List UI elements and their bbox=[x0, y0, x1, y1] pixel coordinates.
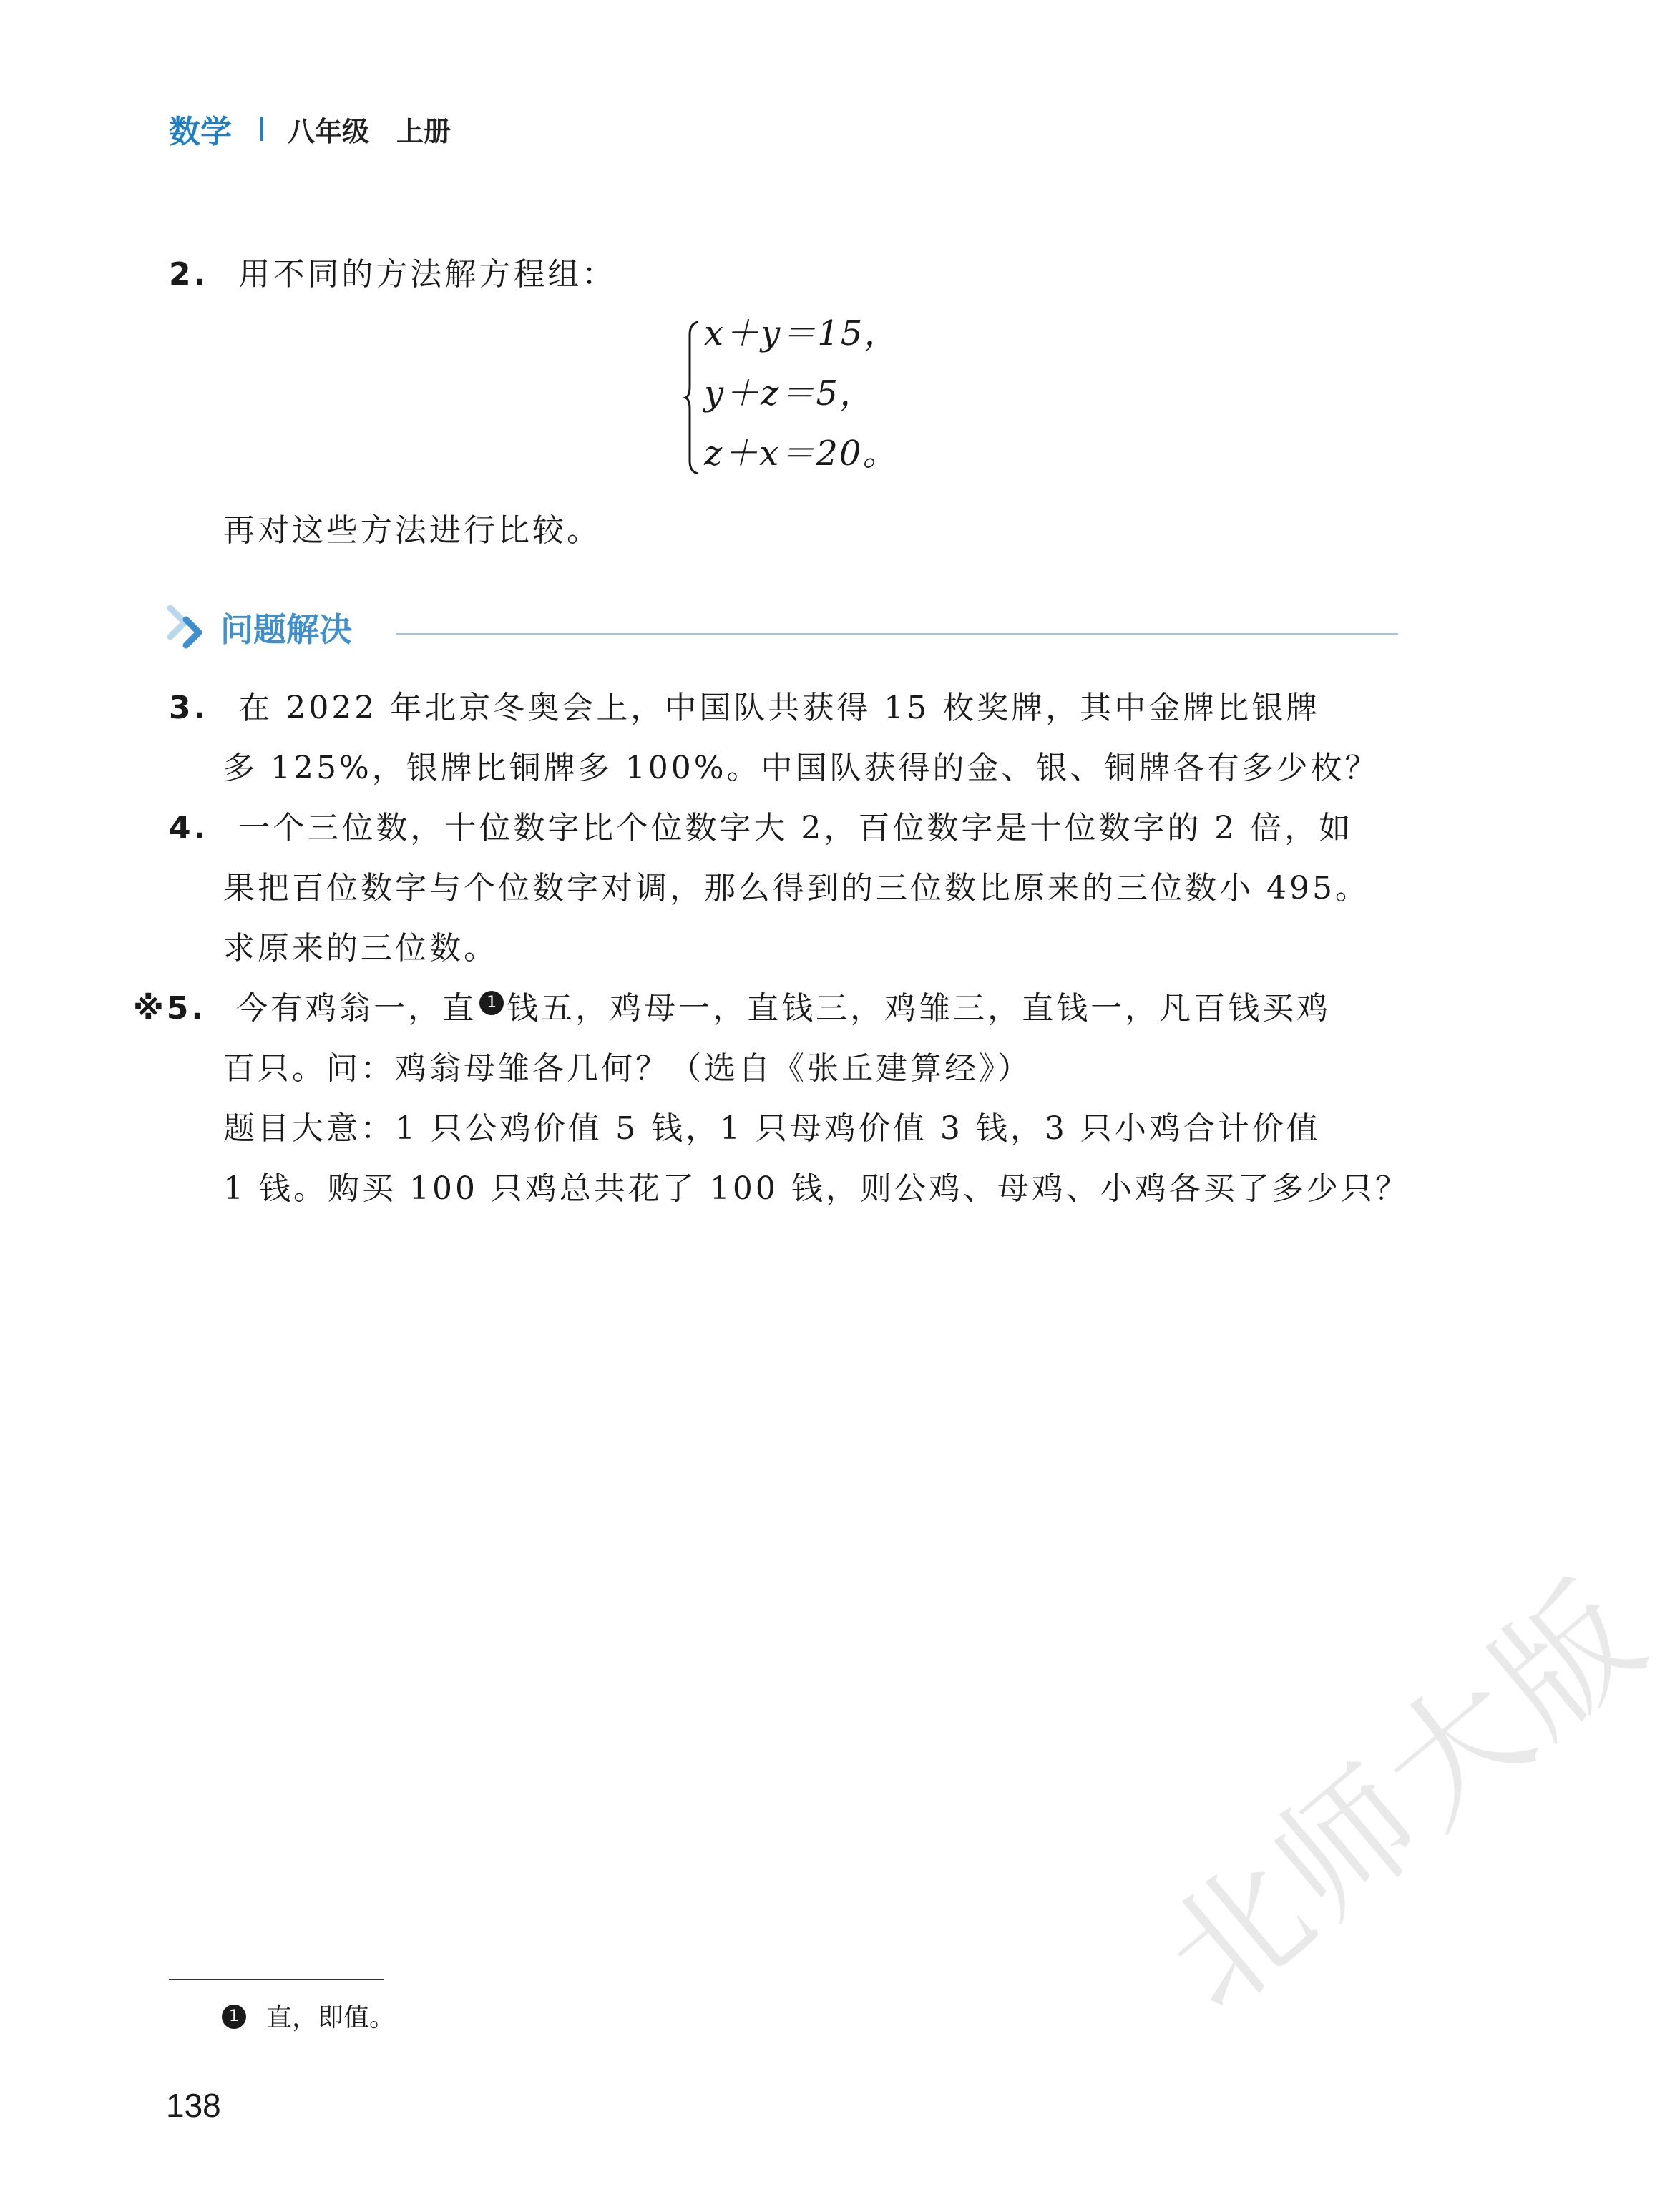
page-header bbox=[169, 106, 451, 152]
section-rule bbox=[396, 633, 1398, 635]
q5-number: ※5. bbox=[133, 990, 207, 1027]
q5-text-4: 1 钱。购买 100 只鸡总共花了 100 钱，则公鸡、母鸡、小鸡各买了多少只？ bbox=[223, 1170, 1410, 1207]
q2-prompt: 用不同的方法解方程组： bbox=[238, 256, 617, 293]
q2-followup: 再对这些方法进行比较。 bbox=[223, 512, 601, 549]
q4-text-2: 果把百位数字与个位数字对调，那么得到的三位数比原来的三位数小 495。 bbox=[223, 870, 1369, 906]
equation-brace bbox=[684, 321, 700, 475]
q4-text-3: 求原来的三位数。 bbox=[223, 930, 498, 967]
footnote-marker: 1 bbox=[479, 991, 504, 1015]
q5-text-2: 百只。问：鸡翁母雏各几何？（选自《张丘建算经》） bbox=[223, 1050, 1032, 1087]
q3-line-1 bbox=[169, 687, 1320, 730]
q4-line-1 bbox=[169, 807, 1353, 850]
q3-text-2: 多 125%，银牌比铜牌多 100%。中国队获得的金、银、铜牌各有多少枚？ bbox=[223, 750, 1379, 786]
equation-1: x＋y＝15， bbox=[704, 313, 900, 353]
equation-2: y＋z＝5， bbox=[704, 373, 875, 414]
q2-prompt-line bbox=[169, 253, 616, 296]
q4-text-1: 一个三位数，十位数字比个位数字大 2，百位数字是十位数字的 2 倍，如 bbox=[238, 810, 1354, 846]
footnote-rule bbox=[169, 1979, 384, 1980]
q3-number: 3. bbox=[169, 690, 209, 726]
section-header bbox=[166, 602, 352, 652]
watermark: 北师大版 bbox=[1135, 1550, 1676, 2040]
q2-number: 2. bbox=[169, 256, 209, 293]
q3-text-1: 在 2022 年北京冬奥会上，中国队共获得 15 枚奖牌，其中金牌比银牌 bbox=[238, 690, 1321, 726]
q5-text-3: 题目大意：1 只公鸡价值 5 钱，1 只母鸡价值 3 钱，3 只小鸡合计价值 bbox=[223, 1110, 1321, 1147]
q4-number: 4. bbox=[169, 810, 209, 846]
equation-3: z＋x＝20。 bbox=[704, 434, 899, 474]
section-title: 问题解决 bbox=[220, 610, 352, 649]
q5-text-1a: 今有鸡翁一，直 bbox=[236, 990, 477, 1027]
chevron-right-icon bbox=[166, 602, 216, 652]
header-divider bbox=[260, 117, 263, 141]
footnote-number: 1 bbox=[222, 2005, 246, 2029]
page-number: 138 bbox=[166, 2087, 221, 2124]
footnote-text: 直，即值。 bbox=[266, 2003, 396, 2032]
q5-line-1 bbox=[133, 987, 1331, 1030]
header-grade: 八年级 bbox=[288, 115, 370, 147]
q5-text-1b: 钱五，鸡母一，直钱三，鸡雏三，直钱一，凡百钱买鸡 bbox=[507, 990, 1332, 1027]
header-volume: 上册 bbox=[396, 115, 451, 147]
header-subject: 数学 bbox=[169, 114, 232, 150]
